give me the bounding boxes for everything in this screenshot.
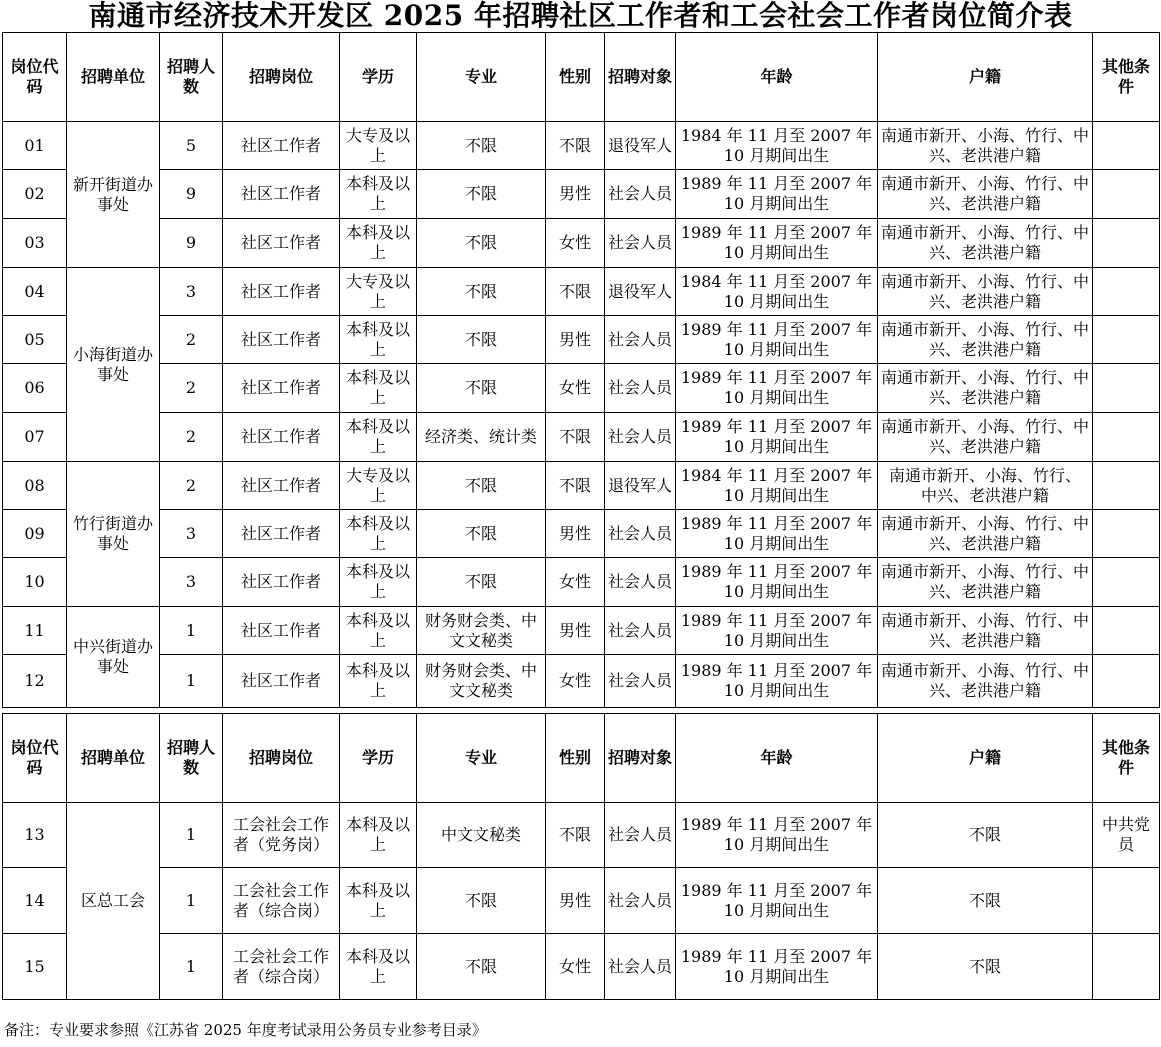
cell-age: 1989 年 11 月至 2007 年 10 月期间出生	[676, 170, 878, 219]
cell-age: 1989 年 11 月至 2007 年 10 月期间出生	[676, 558, 878, 607]
header-row	[3, 714, 1160, 803]
cell-other	[1093, 170, 1160, 219]
cell-hukou: 南通市新开、小海、竹行、中兴、老洪港户籍	[878, 316, 1093, 364]
cell-gender: 男性	[546, 316, 605, 364]
table-row	[3, 268, 1160, 316]
cell-gender: 女性	[546, 655, 605, 708]
header-target: 招聘对象	[605, 714, 676, 803]
cell-code: 01	[3, 122, 67, 170]
cell-target: 社会人员	[605, 510, 676, 558]
cell-major: 财务财会类、中文文秘类	[417, 607, 546, 655]
table-row	[3, 868, 1160, 934]
cell-gender: 女性	[546, 558, 605, 607]
cell-other	[1093, 655, 1160, 708]
cell-hukou: 南通市新开、小海、竹行、中兴、老洪港户籍	[878, 607, 1093, 655]
cell-other	[1093, 122, 1160, 170]
cell-gender: 男性	[546, 170, 605, 219]
cell-code: 02	[3, 170, 67, 219]
header-row	[3, 33, 1160, 122]
cell-age: 1989 年 11 月至 2007 年 10 月期间出生	[676, 607, 878, 655]
cell-target: 社会人员	[605, 803, 676, 868]
header-hukou: 户籍	[878, 33, 1093, 122]
cell-target: 社会人员	[605, 868, 676, 934]
cell-age: 1989 年 11 月至 2007 年 10 月期间出生	[676, 413, 878, 462]
cell-hukou: 南通市新开、小海、竹行、中兴、老洪港户籍	[878, 268, 1093, 316]
cell-education: 本科及以上	[340, 510, 417, 558]
cell-count: 9	[160, 219, 223, 268]
cell-hukou: 南通市新开、小海、竹行、中兴、老洪港户籍	[878, 413, 1093, 462]
cell-code: 03	[3, 219, 67, 268]
cell-other	[1093, 558, 1160, 607]
cell-count: 5	[160, 122, 223, 170]
cell-other	[1093, 462, 1160, 510]
header-unit: 招聘单位	[67, 714, 160, 803]
cell-gender: 男性	[546, 607, 605, 655]
cell-hukou: 不限	[878, 803, 1093, 868]
cell-education: 本科及以上	[340, 655, 417, 708]
cell-other	[1093, 607, 1160, 655]
cell-major: 中文文秘类	[417, 803, 546, 868]
cell-target: 退役军人	[605, 462, 676, 510]
cell-age: 1989 年 11 月至 2007 年 10 月期间出生	[676, 655, 878, 708]
cell-target: 社会人员	[605, 413, 676, 462]
cell-count: 2	[160, 364, 223, 413]
cell-education: 本科及以上	[340, 934, 417, 1000]
cell-hukou: 南通市新开、小海、竹行、中兴、老洪港户籍	[878, 122, 1093, 170]
table-row	[3, 655, 1160, 708]
cell-hukou: 南通市新开、小海、竹行、中兴、老洪港户籍	[878, 364, 1093, 413]
cell-education: 本科及以上	[340, 803, 417, 868]
header-hukou: 户籍	[878, 714, 1093, 803]
cell-position: 社区工作者	[223, 364, 340, 413]
cell-count: 9	[160, 170, 223, 219]
cell-education: 本科及以上	[340, 868, 417, 934]
cell-count: 1	[160, 607, 223, 655]
cell-hukou: 南通市新开、小海、竹行、中兴、老洪港户籍	[878, 510, 1093, 558]
cell-code: 11	[3, 607, 67, 655]
cell-position: 社区工作者	[223, 558, 340, 607]
cell-education: 本科及以上	[340, 316, 417, 364]
cell-gender: 不限	[546, 122, 605, 170]
cell-major: 不限	[417, 268, 546, 316]
header-target: 招聘对象	[605, 33, 676, 122]
cell-target: 社会人员	[605, 655, 676, 708]
cell-other	[1093, 934, 1160, 1000]
cell-major: 不限	[417, 122, 546, 170]
cell-unit: 小海街道办事处	[67, 268, 160, 462]
cell-education: 本科及以上	[340, 607, 417, 655]
header-count: 招聘人数	[160, 714, 223, 803]
cell-count: 1	[160, 655, 223, 708]
header-age: 年龄	[676, 714, 878, 803]
cell-position: 社区工作者	[223, 170, 340, 219]
cell-code: 13	[3, 803, 67, 868]
table-row	[3, 364, 1160, 413]
cell-target: 社会人员	[605, 170, 676, 219]
cell-count: 2	[160, 316, 223, 364]
cell-hukou: 南通市新开、小海、竹行、中兴、老洪港户籍	[878, 170, 1093, 219]
cell-other	[1093, 219, 1160, 268]
cell-major: 不限	[417, 558, 546, 607]
cell-age: 1989 年 11 月至 2007 年 10 月期间出生	[676, 803, 878, 868]
cell-hukou: 南通市新开、小海、竹行、中兴、老洪港户籍	[878, 219, 1093, 268]
cell-unit: 中兴街道办事处	[67, 607, 160, 708]
header-major: 专业	[417, 33, 546, 122]
cell-other	[1093, 868, 1160, 934]
cell-other	[1093, 364, 1160, 413]
cell-other: 中共党员	[1093, 803, 1160, 868]
cell-position: 社区工作者	[223, 413, 340, 462]
header-code: 岗位代码	[3, 714, 67, 803]
cell-target: 社会人员	[605, 607, 676, 655]
cell-age: 1989 年 11 月至 2007 年 10 月期间出生	[676, 934, 878, 1000]
cell-position: 社区工作者	[223, 268, 340, 316]
cell-major: 不限	[417, 462, 546, 510]
cell-code: 09	[3, 510, 67, 558]
cell-major: 不限	[417, 868, 546, 934]
cell-age: 1989 年 11 月至 2007 年 10 月期间出生	[676, 510, 878, 558]
cell-hukou: 不限	[878, 868, 1093, 934]
table-row	[3, 607, 1160, 655]
cell-other	[1093, 268, 1160, 316]
cell-position: 社区工作者	[223, 655, 340, 708]
cell-major: 不限	[417, 364, 546, 413]
cell-education: 本科及以上	[340, 413, 417, 462]
cell-code: 10	[3, 558, 67, 607]
table-row	[3, 316, 1160, 364]
cell-other	[1093, 510, 1160, 558]
cell-count: 1	[160, 803, 223, 868]
cell-hukou: 南通市新开、小海、竹行、 中兴、老洪港户籍	[878, 462, 1093, 510]
cell-education: 本科及以上	[340, 558, 417, 607]
cell-hukou: 南通市新开、小海、竹行、中兴、老洪港户籍	[878, 558, 1093, 607]
cell-code: 06	[3, 364, 67, 413]
cell-code: 14	[3, 868, 67, 934]
cell-age: 1989 年 11 月至 2007 年 10 月期间出生	[676, 316, 878, 364]
cell-count: 2	[160, 413, 223, 462]
cell-major: 不限	[417, 170, 546, 219]
header-education: 学历	[340, 714, 417, 803]
cell-age: 1984 年 11 月至 2007 年 10 月期间出生	[676, 268, 878, 316]
cell-target: 退役军人	[605, 122, 676, 170]
cell-count: 2	[160, 462, 223, 510]
cell-code: 07	[3, 413, 67, 462]
cell-position: 社区工作者	[223, 510, 340, 558]
header-count: 招聘人数	[160, 33, 223, 122]
cell-unit: 区总工会	[67, 803, 160, 1000]
cell-gender: 女性	[546, 219, 605, 268]
cell-major: 财务财会类、中文文秘类	[417, 655, 546, 708]
header-other: 其他条件	[1093, 714, 1160, 803]
table-row	[3, 219, 1160, 268]
cell-position: 社区工作者	[223, 316, 340, 364]
cell-code: 05	[3, 316, 67, 364]
cell-other	[1093, 316, 1160, 364]
cell-major: 不限	[417, 934, 546, 1000]
footnote: 备注：专业要求参照《江苏省 2025 年度考试录用公务员专业参考目录》	[4, 1021, 487, 1039]
table-row	[3, 122, 1160, 170]
cell-age: 1984 年 11 月至 2007 年 10 月期间出生	[676, 462, 878, 510]
cell-position: 工会社会工作者（党务岗）	[223, 803, 340, 868]
cell-age: 1989 年 11 月至 2007 年 10 月期间出生	[676, 868, 878, 934]
cell-count: 1	[160, 934, 223, 1000]
header-other: 其他条件	[1093, 33, 1160, 122]
cell-code: 12	[3, 655, 67, 708]
cell-education: 大专及以上	[340, 462, 417, 510]
cell-major: 经济类、统计类	[417, 413, 546, 462]
header-age: 年龄	[676, 33, 878, 122]
cell-position: 社区工作者	[223, 607, 340, 655]
cell-gender: 不限	[546, 268, 605, 316]
cell-gender: 不限	[546, 462, 605, 510]
cell-major: 不限	[417, 316, 546, 364]
header-gender: 性别	[546, 33, 605, 122]
header-position: 招聘岗位	[223, 33, 340, 122]
cell-code: 08	[3, 462, 67, 510]
cell-gender: 不限	[546, 413, 605, 462]
cell-other	[1093, 413, 1160, 462]
cell-major: 不限	[417, 219, 546, 268]
cell-hukou: 不限	[878, 934, 1093, 1000]
table-row	[3, 803, 1160, 868]
table-row	[3, 510, 1160, 558]
header-education: 学历	[340, 33, 417, 122]
header-position: 招聘岗位	[223, 714, 340, 803]
cell-age: 1989 年 11 月至 2007 年 10 月期间出生	[676, 364, 878, 413]
cell-code: 15	[3, 934, 67, 1000]
header-code: 岗位代码	[3, 33, 67, 122]
cell-count: 1	[160, 868, 223, 934]
cell-target: 社会人员	[605, 934, 676, 1000]
cell-age: 1984 年 11 月至 2007 年 10 月期间出生	[676, 122, 878, 170]
page-title: 南通市经济技术开发区 2025 年招聘社区工作者和工会社会工作者岗位简介表	[88, 0, 1073, 32]
header-major: 专业	[417, 714, 546, 803]
cell-unit: 竹行街道办事处	[67, 462, 160, 607]
table-row	[3, 934, 1160, 1000]
cell-target: 社会人员	[605, 558, 676, 607]
cell-target: 退役军人	[605, 268, 676, 316]
cell-target: 社会人员	[605, 364, 676, 413]
cell-code: 04	[3, 268, 67, 316]
cell-position: 社区工作者	[223, 122, 340, 170]
cell-count: 3	[160, 268, 223, 316]
cell-position: 工会社会工作者（综合岗）	[223, 934, 340, 1000]
table-row	[3, 462, 1160, 510]
cell-gender: 女性	[546, 364, 605, 413]
cell-age: 1989 年 11 月至 2007 年 10 月期间出生	[676, 219, 878, 268]
cell-gender: 男性	[546, 510, 605, 558]
cell-unit: 新开街道办事处	[67, 122, 160, 268]
cell-education: 本科及以上	[340, 364, 417, 413]
cell-education: 大专及以上	[340, 122, 417, 170]
cell-position: 社区工作者	[223, 219, 340, 268]
cell-position: 社区工作者	[223, 462, 340, 510]
cell-position: 工会社会工作者（综合岗）	[223, 868, 340, 934]
cell-education: 本科及以上	[340, 219, 417, 268]
cell-education: 本科及以上	[340, 170, 417, 219]
cell-hukou: 南通市新开、小海、竹行、中兴、老洪港户籍	[878, 655, 1093, 708]
cell-count: 3	[160, 510, 223, 558]
cell-major: 不限	[417, 510, 546, 558]
community-worker-table	[2, 32, 1160, 708]
header-unit: 招聘单位	[67, 33, 160, 122]
cell-gender: 男性	[546, 868, 605, 934]
table-row	[3, 558, 1160, 607]
cell-target: 社会人员	[605, 316, 676, 364]
cell-education: 大专及以上	[340, 268, 417, 316]
cell-target: 社会人员	[605, 219, 676, 268]
cell-count: 3	[160, 558, 223, 607]
table-row	[3, 413, 1160, 462]
table-row	[3, 170, 1160, 219]
cell-gender: 女性	[546, 934, 605, 1000]
cell-gender: 不限	[546, 803, 605, 868]
union-worker-table	[2, 713, 1160, 1000]
header-gender: 性别	[546, 714, 605, 803]
